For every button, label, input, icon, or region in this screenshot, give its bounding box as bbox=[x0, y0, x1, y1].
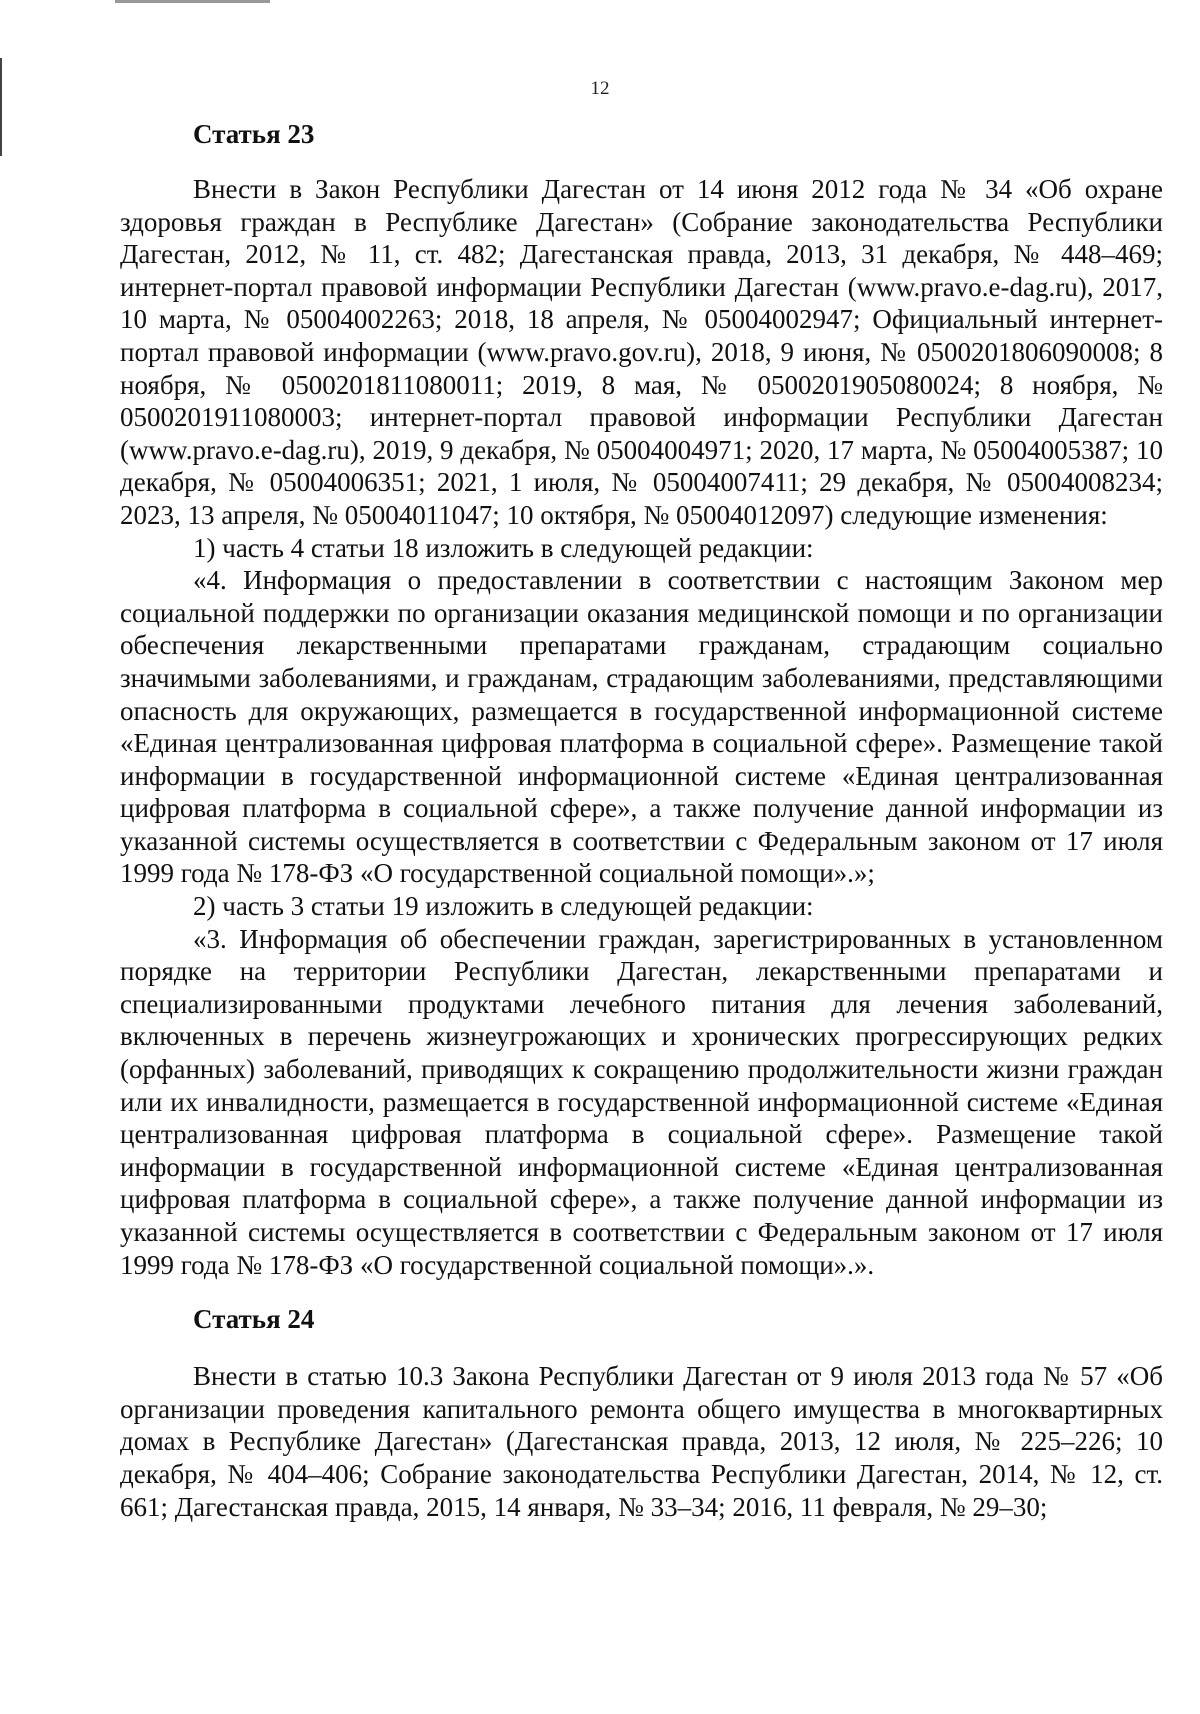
article-23-item-1: 1) часть 4 статьи 18 изложить в следующей редакции: bbox=[193, 532, 814, 563]
scan-artifact-left-edge bbox=[0, 58, 2, 156]
article-23-item-2: 2) часть 3 статьи 19 изложить в следующей редакции: bbox=[193, 891, 814, 922]
article-23-title: Статья 23 bbox=[193, 119, 315, 149]
article-23-quote-2: «3. Информация об обеспечении граждан, зарегистрированных в установленном порядке на территории Республики Дагестан, лекарственными препаратами и специализированными продуктами лечебного питания для лечения заболеваний, включенных в перечень жизнеугрожающих и хронических прогрессирующих редких (орфанных) заболеваний, приводящих к сокращению продолжительности жизни граждан или их инвалидности, размещается в государственной информационной системе «Единая централизованная цифровая платформа в социальной сфере». Размещение такой информации в государственной информационной системе «Единая централизованная цифровая платформа в социальной сфере», а также получение данной информации из указанной системы осуществляется в соответствии с Федеральным законом от 17 июля 1999 года № 178-ФЗ «О государственной социальной помощи».». bbox=[120, 923, 1163, 1280]
article-24-title: Статья 24 bbox=[193, 1304, 315, 1335]
article-24-intro: Внести в статью 10.3 Закона Республики Дагестан от 9 июля 2013 года № 57 «Об организации проведения капитального ремонта общего имущества в многоквартирных домах в Республике Дагестан» (Дагестанская правда, 2013, 12 июля, № 225–226; 10 декабря, № 404–406; Собрание законодательства Республики Дагестан, 2014, № 12, ст. 661; Дагестанская правда, 2015, 14 января, № 33–34; 2016, 11 февраля, № 29–30; bbox=[120, 1361, 1163, 1522]
page-number: 12 bbox=[590, 78, 610, 99]
article-23-intro: Внести в Закон Республики Дагестан от 14 июня 2012 года № 34 «Об охране здоровья граждан в Республике Дагестан» (Собрание законодательства Республики Дагестан, 2012, № 11, ст. 482; Дагестанская правда, 2013, 31 декабря, № 448–469; интернет-портал правовой информации Республики Дагестан (www.pravo.e-dag.ru), 2017, 10 марта, № 05004002263; 2018, 18 апреля, № 05004002947; Официальный интернет-портал правовой информации (www.pravo.gov.ru), 2018, 9 июня, № 0500201806090008; 8 ноября, № 0500201811080011; 2019, 8 мая, № 0500201905080024; 8 ноября, № 0500201911080003; интернет-портал правовой информации Республики Дагестан (www.pravo.e-dag.ru), 2019, 9 декабря, № 05004004971; 2020, 17 марта, № 05004005387; 10 декабря, № 05004006351; 2021, 1 июля, № 05004007411; 29 декабря, № 05004008234; 2023, 13 апреля, № 05004011047; 10 октября, № 05004012097) следующие изменения: bbox=[120, 174, 1163, 530]
scan-artifact-top bbox=[115, 0, 270, 3]
article-23-quote-1: «4. Информация о предоставлении в соответствии с настоящим Законом мер социальной поддержки по организации оказания медицинской помощи и по организации обеспечения лекарственными препаратами гражданам, страдающим социально значимыми заболеваниями, и гражданам, страдающим заболеваниями, представляющими опасность для окружающих, размещается в государственной информационной системе «Единая централизованная цифровая платформа в социальной сфере». Размещение такой информации в государственной информационной системе «Единая централизованная цифровая платформа в социальной сфере», а также получение данной информации из указанной системы осуществляется в соответствии с Федеральным законом от 17 июля 1999 года № 178-ФЗ «О государственной социальной помощи».»; bbox=[120, 565, 1163, 889]
document-body bbox=[120, 118, 1163, 1523]
